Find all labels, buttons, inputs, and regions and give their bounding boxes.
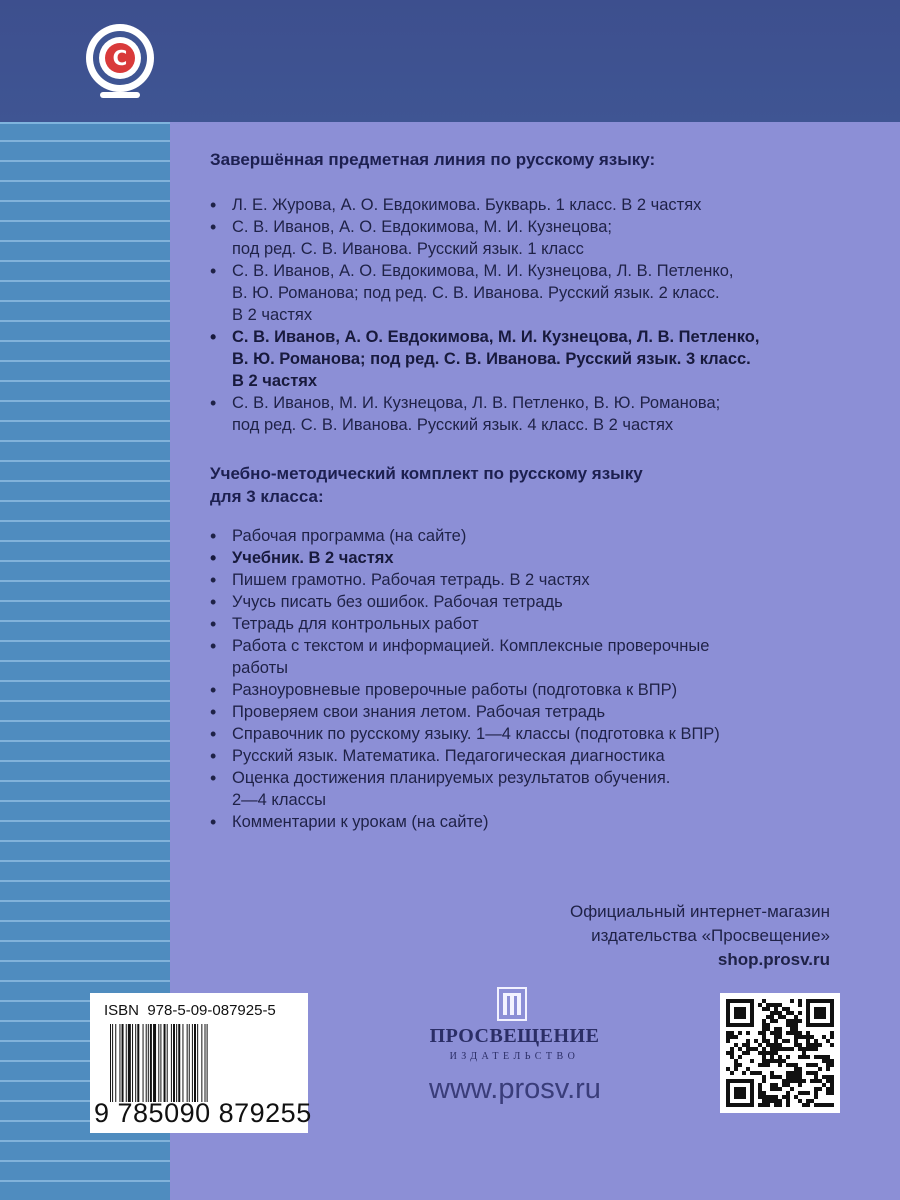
series-logo-icon xyxy=(80,20,160,104)
teaching-kit-item-line: • Разноуровневые проверочные работы (подготовка к ВПР) xyxy=(232,681,678,699)
qr-code-icon[interactable] xyxy=(726,999,834,1107)
subject-line-item-line: • Л. Е. Журова, А. О. Евдокимова. Букварь. 1 класс. В 2 частях xyxy=(232,196,702,214)
subject-line-list xyxy=(210,194,759,436)
subject-line-item-line: В. Ю. Романова; под ред. С. В. Иванова. Русский язык. 3 класс. xyxy=(232,350,751,368)
teaching-kit-item xyxy=(210,525,720,547)
publisher-name: ПРОСВЕЩЕНИЕ xyxy=(429,1025,600,1047)
svg-text:C: C xyxy=(112,46,128,70)
shop-info xyxy=(570,900,830,972)
publisher-subtitle: ИЗДАТЕЛЬСТВО xyxy=(449,1051,580,1062)
heading-teaching-kit xyxy=(210,462,643,508)
teaching-kit-item-line: • Комментарии к урокам (на сайте) xyxy=(232,813,489,831)
teaching-kit-item xyxy=(210,635,720,679)
teaching-kit-item xyxy=(210,701,720,723)
teaching-kit-item xyxy=(210,569,720,591)
subject-line-item-line: В 2 частях xyxy=(232,372,318,390)
isbn-label: ISBN 978-5-09-087925-5 xyxy=(104,1002,276,1019)
heading-teaching-kit-line: для 3 класса: xyxy=(210,487,324,506)
subject-line-item xyxy=(210,194,759,216)
subject-line-item xyxy=(210,216,759,260)
subject-line-item-line: • С. В. Иванов, А. О. Евдокимова, М. И. Кузнецова; xyxy=(232,218,612,236)
subject-line-item-line: под ред. С. В. Иванова. Русский язык. 1 класс xyxy=(232,240,584,258)
teaching-kit-item xyxy=(210,679,720,701)
teaching-kit-item-line: • Учебник. В 2 частях xyxy=(232,549,394,567)
prosveshchenie-logo-icon xyxy=(497,987,527,1021)
heading-teaching-kit-line: Учебно-методический комплект по русскому языку xyxy=(210,464,643,483)
shop-line-2: издательства «Просвещение» xyxy=(591,926,830,945)
teaching-kit-item xyxy=(210,591,720,613)
subject-line-item xyxy=(210,326,759,392)
subject-line-item-line: В. Ю. Романова; под ред. С. В. Иванова. Русский язык. 2 класс. xyxy=(232,284,720,302)
teaching-kit-item-line: • Справочник по русскому языку. 1—4 классы (подготовка к ВПР) xyxy=(232,725,720,743)
barcode-digits: 9 785090 879255 xyxy=(94,1098,312,1128)
subject-line-item-line: под ред. С. В. Иванова. Русский язык. 4 класс. В 2 частях xyxy=(232,416,674,434)
teaching-kit-item-line: • Проверяем свои знания летом. Рабочая тетрадь xyxy=(232,703,606,721)
subject-line-item xyxy=(210,392,759,436)
teaching-kit-item-line: • Рабочая программа (на сайте) xyxy=(232,527,467,545)
teaching-kit-list xyxy=(210,525,720,833)
teaching-kit-item xyxy=(210,547,720,569)
teaching-kit-item-line: • Тетрадь для контрольных работ xyxy=(232,615,479,633)
shop-line-1: Официальный интернет-магазин xyxy=(569,902,830,921)
subject-line-item-line: В 2 частях xyxy=(232,306,313,324)
subject-line-item-line: • С. В. Иванов, М. И. Кузнецова, Л. В. Петленко, В. Ю. Романова; xyxy=(232,394,721,412)
subject-line-item-line: • С. В. Иванов, А. О. Евдокимова, М. И. Кузнецова, Л. В. Петленко, xyxy=(232,262,734,280)
teaching-kit-item xyxy=(210,767,720,811)
heading-subject-line: Завершённая предметная линия по русскому языку: xyxy=(210,150,656,169)
publisher-website[interactable]: www.prosv.ru xyxy=(429,1073,601,1105)
subject-line-item xyxy=(210,260,759,326)
subject-line-item-line: • С. В. Иванов, А. О. Евдокимова, М. И. Кузнецова, Л. В. Петленко, xyxy=(232,328,760,346)
teaching-kit-item-line: работы xyxy=(232,659,289,677)
teaching-kit-item-line: • Учусь писать без ошибок. Рабочая тетрадь xyxy=(232,593,563,611)
shop-url[interactable]: shop.prosv.ru xyxy=(717,950,830,969)
teaching-kit-item-line: • Работа с текстом и информацией. Комплексные проверочные xyxy=(232,637,710,655)
teaching-kit-item xyxy=(210,723,720,745)
teaching-kit-item-line: 2—4 классы xyxy=(232,791,327,809)
teaching-kit-item xyxy=(210,745,720,767)
teaching-kit-item xyxy=(210,811,720,833)
teaching-kit-item-line: • Пишем грамотно. Рабочая тетрадь. В 2 частях xyxy=(232,571,590,589)
teaching-kit-item-line: • Оценка достижения планируемых результатов обучения. xyxy=(232,769,671,787)
teaching-kit-item-line: • Русский язык. Математика. Педагогическая диагностика xyxy=(232,747,665,765)
barcode-icon xyxy=(108,1024,300,1102)
teaching-kit-item xyxy=(210,613,720,635)
